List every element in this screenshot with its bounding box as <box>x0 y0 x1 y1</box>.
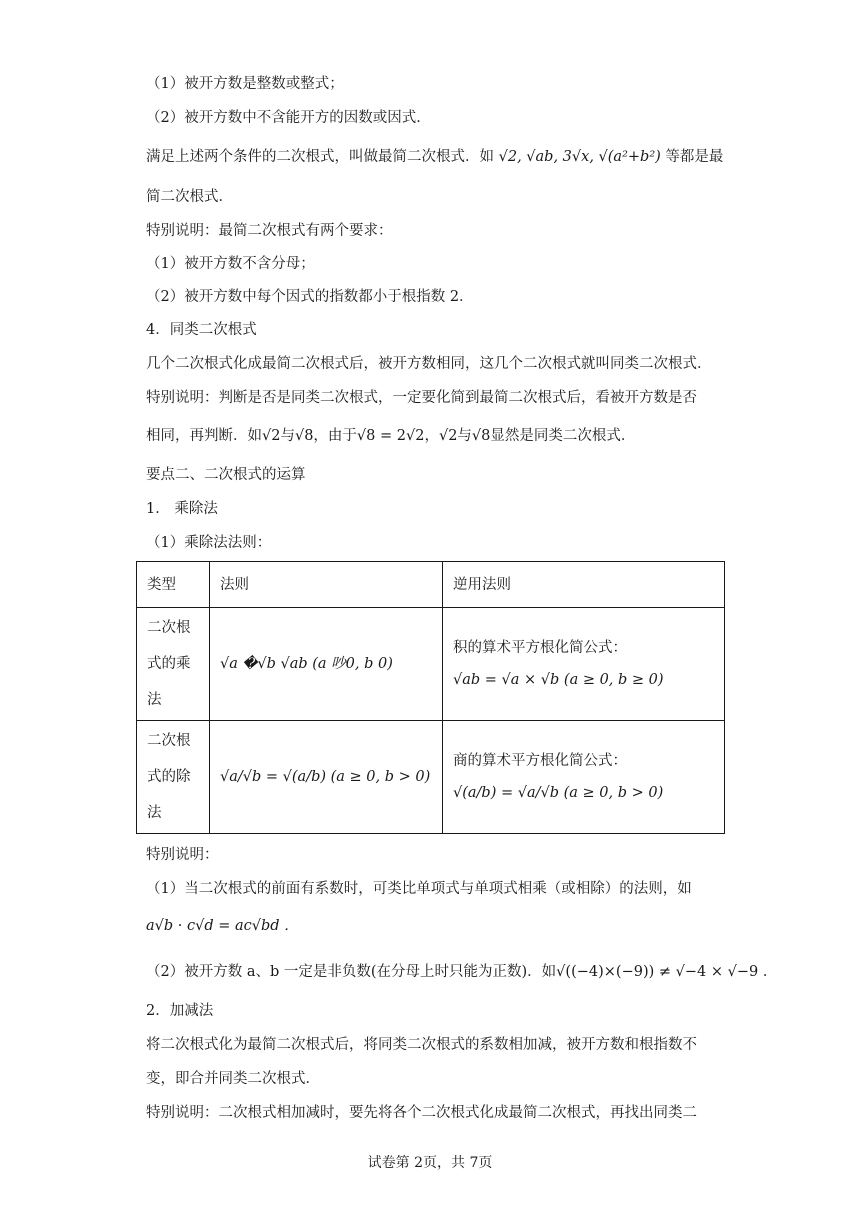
subsection-heading: 2．加减法 <box>146 1003 214 1019</box>
text-line: 相同，再判断．如√2与√8，由于√8 = 2√2，√2与√8显然是同类二次根式． <box>146 428 636 444</box>
text-segment: 等都是最 <box>665 149 724 165</box>
inverse-cell <box>443 721 725 834</box>
inverse-title: 积的算术平方根化简公式： <box>453 640 627 656</box>
table-header-cell: 类型 <box>137 562 210 608</box>
table-header-cell: 逆用法则 <box>443 562 725 608</box>
type-cell <box>137 608 210 721</box>
table-row <box>137 608 725 721</box>
type-line: 式的乘 <box>147 656 191 672</box>
math-examples: √2, √ab, 3√x, √(a²+b²) <box>498 149 661 165</box>
math-line: a√b · c√d = ac√bd ． <box>146 918 299 934</box>
text-line: （2）被开方数 a、b 一定是非负数(在分母上时只能为正数)．如√((−4)×(−9)) ≠ √−4 × √−9 ． <box>146 964 778 980</box>
text-line: （1）被开方数不含分母； <box>146 256 315 272</box>
table-row <box>137 721 725 834</box>
text-line: （1）被开方数是整数或整式； <box>146 76 344 92</box>
text-segment: 满足上述两个条件的二次根式，叫做最简二次根式．如 <box>146 149 494 165</box>
table-header-row <box>137 562 725 608</box>
table-header-cell: 法则 <box>210 562 443 608</box>
inverse-formula: √ab = √a × √b (a ≥ 0, b ≥ 0) <box>453 672 664 688</box>
page-footer: 试卷第 2页，共 7页 <box>367 1155 493 1171</box>
section-heading: 4．同类二次根式 <box>146 322 257 338</box>
type-line: 法 <box>147 805 162 821</box>
type-line: 二次根 <box>147 733 191 749</box>
text-line: 简二次根式． <box>146 189 233 205</box>
text-line: 变，即合并同类二次根式． <box>146 1071 320 1087</box>
rule-formula: √a/√b = √(a/b) (a ≥ 0, b > 0) <box>210 721 443 834</box>
text-line: （1）乘除法法则： <box>146 535 272 551</box>
text-line: （2）被开方数中不含能开方的因数或因式． <box>146 110 431 126</box>
text-line: （1）当二次根式的前面有系数时，可类比单项式与单项式相乘（或相除）的法则，如 <box>146 881 692 897</box>
subsection-heading: 1． 乘除法 <box>146 501 218 517</box>
section-heading: 要点二、二次根式的运算 <box>146 467 306 483</box>
text-line: 特别说明： <box>146 847 219 863</box>
rules-table <box>136 561 725 834</box>
text-line: 特别说明：二次根式相加减时，要先将各个二次根式化成最简二次根式，再找出同类二 <box>146 1105 697 1121</box>
type-line: 式的除 <box>147 769 191 785</box>
rule-formula: √a �√b √ab (a 吵0, b 0) <box>210 608 443 721</box>
inverse-title: 商的算术平方根化简公式： <box>453 753 627 769</box>
text-line: 几个二次根式化成最简二次根式后，被开方数相同，这几个二次根式就叫同类二次根式． <box>146 356 712 372</box>
text-line: 特别说明：判断是否是同类二次根式，一定要化简到最简二次根式后，看被开方数是否 <box>146 390 697 406</box>
inverse-formula: √(a/b) = √a/√b (a ≥ 0, b > 0) <box>453 785 664 801</box>
text-line-with-math <box>146 147 723 167</box>
type-line: 二次根 <box>147 620 191 636</box>
text-line: （2）被开方数中每个因式的指数都小于根指数 2． <box>146 289 474 305</box>
inverse-cell <box>443 608 725 721</box>
type-line: 法 <box>147 692 162 708</box>
type-cell <box>137 721 210 834</box>
text-line: 将二次根式化为最简二次根式后，将同类二次根式的系数相加减，被开方数和根指数不 <box>146 1037 697 1053</box>
text-line: 特别说明：最简二次根式有两个要求： <box>146 223 393 239</box>
